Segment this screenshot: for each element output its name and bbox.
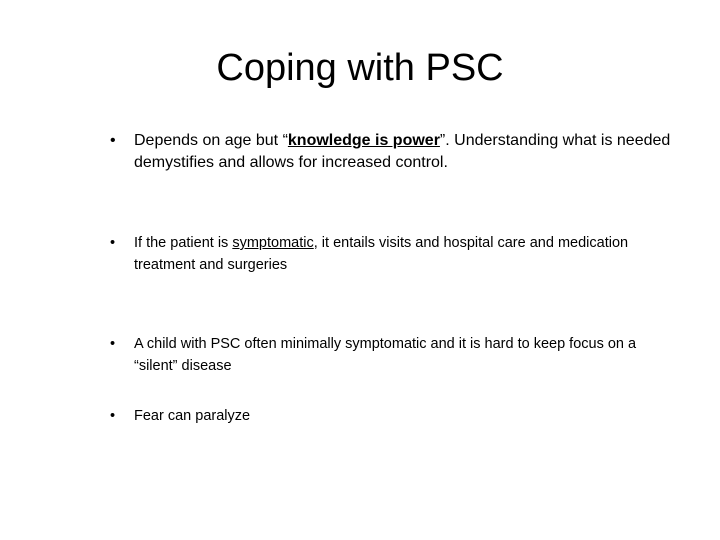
bullet-text-3: A child with PSC often minimally symptomatic and it is hard to keep focus on a “silent” disease <box>134 336 637 374</box>
slide-title: Coping with PSC <box>216 47 504 89</box>
bullet-text-4: Fear can paralyze <box>134 408 251 424</box>
bullet-text-2-emphasis: symptomatic <box>232 235 314 251</box>
bullet-glyph: • <box>110 408 116 424</box>
bullet-glyph: • <box>110 132 116 149</box>
bullet-item-1 <box>110 130 680 174</box>
bullet-item-2 <box>110 232 680 276</box>
bullet-text-1-after: ”. Understanding what is needed demystifies and allows for increased control. <box>134 132 671 171</box>
bullet-text-2 <box>134 232 680 276</box>
bullet-text-1-before: Depends on age but “ <box>134 132 288 149</box>
bullet-item-3 <box>110 333 680 377</box>
bullet-glyph: • <box>110 336 116 352</box>
bullet-text-2-after: , it entails visits and hospital care and medication treatment and surgeries <box>134 235 629 273</box>
bullet-glyph: • <box>110 235 116 251</box>
bullet-text-1-emphasis: knowledge is power <box>287 132 440 149</box>
bullet-text-1 <box>134 130 680 174</box>
bullet-text-2-before: If the patient is <box>134 235 233 251</box>
bullet-item-4 <box>110 405 680 427</box>
